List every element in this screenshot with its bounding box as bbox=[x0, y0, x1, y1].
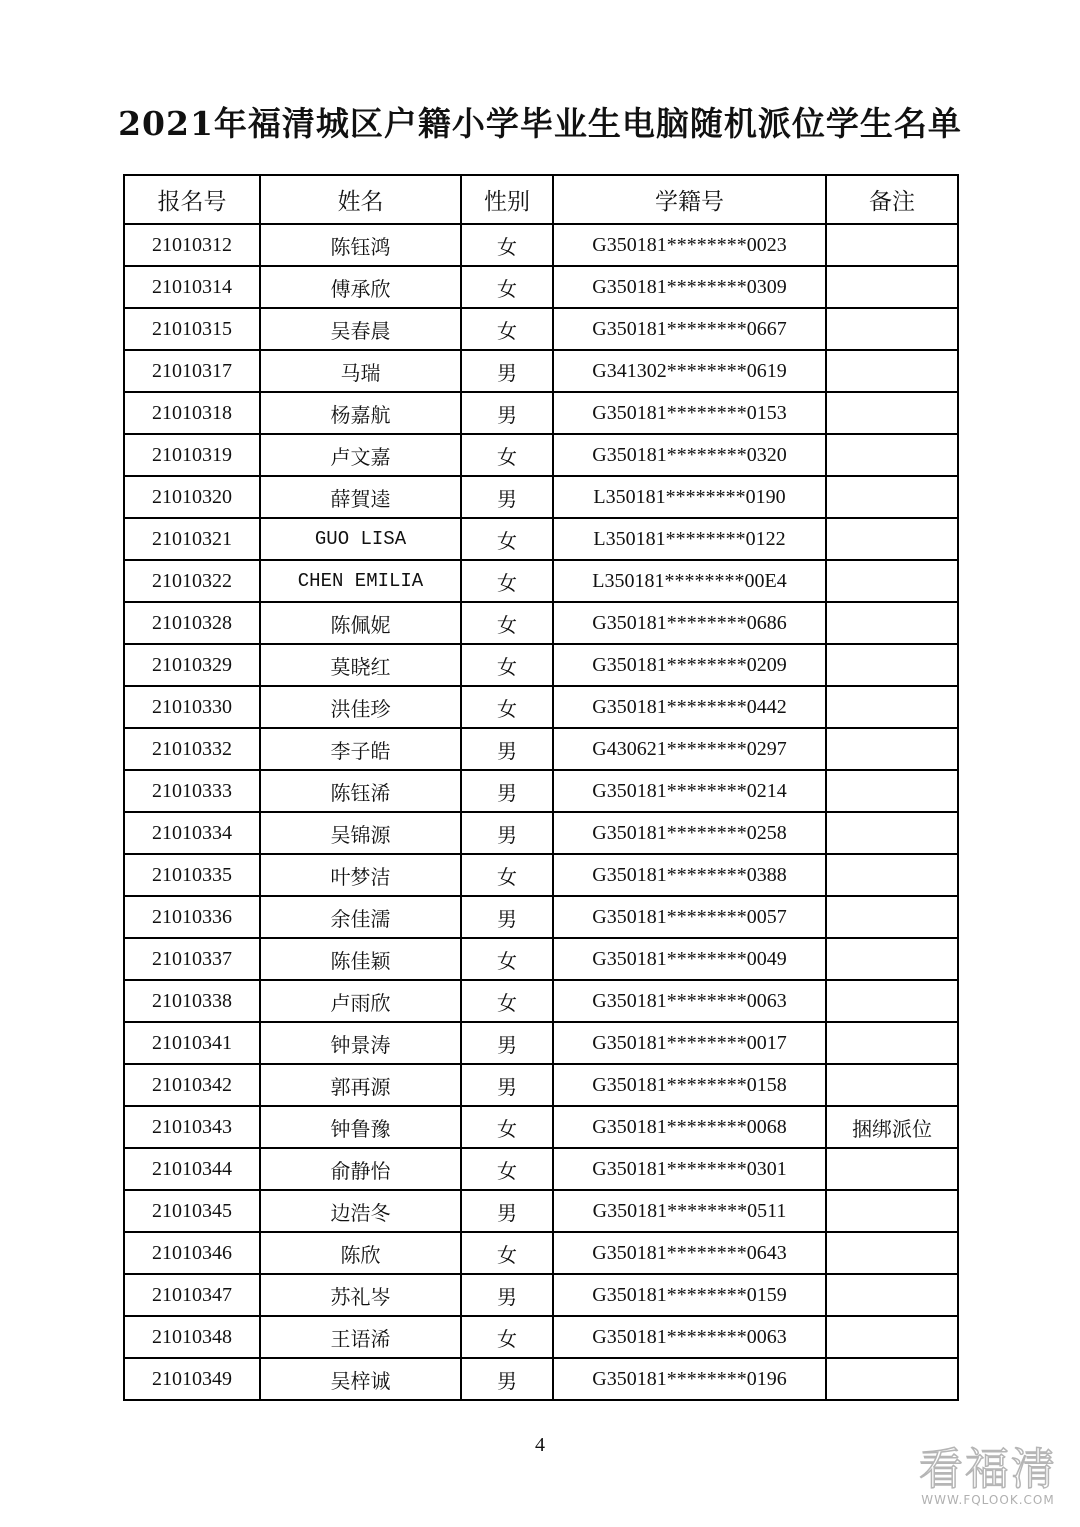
cell-note bbox=[826, 644, 958, 686]
cell-registration-number: 21010343 bbox=[124, 1106, 260, 1148]
table-row bbox=[124, 1274, 958, 1316]
cell-name: 边浩冬 bbox=[260, 1190, 461, 1232]
cell-name: 苏礼岑 bbox=[260, 1274, 461, 1316]
cell-note bbox=[826, 770, 958, 812]
table-row bbox=[124, 980, 958, 1022]
cell-registration-number: 21010330 bbox=[124, 686, 260, 728]
cell-student-number: L350181********0190 bbox=[553, 476, 826, 518]
cell-note bbox=[826, 1358, 958, 1400]
cell-student-number: G350181********0023 bbox=[553, 224, 826, 266]
table-row bbox=[124, 602, 958, 644]
cell-student-number: G350181********0442 bbox=[553, 686, 826, 728]
table-row bbox=[124, 266, 958, 308]
cell-name: 薛賀逵 bbox=[260, 476, 461, 518]
cell-name: 洪佳珍 bbox=[260, 686, 461, 728]
cell-gender: 女 bbox=[461, 938, 553, 980]
cell-gender: 男 bbox=[461, 812, 553, 854]
cell-registration-number: 21010341 bbox=[124, 1022, 260, 1064]
header-registration-number: 报名号 bbox=[124, 175, 260, 224]
table-row bbox=[124, 1190, 958, 1232]
cell-registration-number: 21010334 bbox=[124, 812, 260, 854]
cell-student-number: G350181********0309 bbox=[553, 266, 826, 308]
cell-student-number: G350181********0388 bbox=[553, 854, 826, 896]
cell-registration-number: 21010320 bbox=[124, 476, 260, 518]
cell-note bbox=[826, 980, 958, 1022]
table-row bbox=[124, 728, 958, 770]
table-row bbox=[124, 1148, 958, 1190]
header-gender: 性别 bbox=[461, 175, 553, 224]
cell-gender: 男 bbox=[461, 476, 553, 518]
cell-name: 傅承欣 bbox=[260, 266, 461, 308]
cell-gender: 女 bbox=[461, 1316, 553, 1358]
cell-gender: 女 bbox=[461, 1148, 553, 1190]
cell-note bbox=[826, 1190, 958, 1232]
table-row bbox=[124, 1064, 958, 1106]
cell-student-number: G350181********0643 bbox=[553, 1232, 826, 1274]
table-row bbox=[124, 1232, 958, 1274]
cell-gender: 男 bbox=[461, 350, 553, 392]
cell-name: 陈佳颖 bbox=[260, 938, 461, 980]
cell-gender: 男 bbox=[461, 1274, 553, 1316]
cell-registration-number: 21010315 bbox=[124, 308, 260, 350]
cell-registration-number: 21010319 bbox=[124, 434, 260, 476]
table-header-row bbox=[124, 175, 958, 224]
cell-registration-number: 21010332 bbox=[124, 728, 260, 770]
cell-note bbox=[826, 686, 958, 728]
cell-note bbox=[826, 476, 958, 518]
cell-registration-number: 21010335 bbox=[124, 854, 260, 896]
cell-student-number: G350181********0159 bbox=[553, 1274, 826, 1316]
cell-gender: 男 bbox=[461, 1190, 553, 1232]
table-row bbox=[124, 854, 958, 896]
cell-student-number: G350181********0063 bbox=[553, 1316, 826, 1358]
cell-name: 郭再源 bbox=[260, 1064, 461, 1106]
cell-note bbox=[826, 350, 958, 392]
cell-registration-number: 21010318 bbox=[124, 392, 260, 434]
cell-gender: 男 bbox=[461, 728, 553, 770]
table-row bbox=[124, 350, 958, 392]
cell-note bbox=[826, 560, 958, 602]
cell-note bbox=[826, 1148, 958, 1190]
cell-note bbox=[826, 728, 958, 770]
cell-gender: 女 bbox=[461, 1106, 553, 1148]
cell-registration-number: 21010312 bbox=[124, 224, 260, 266]
cell-name: 叶梦洁 bbox=[260, 854, 461, 896]
cell-registration-number: 21010345 bbox=[124, 1190, 260, 1232]
table-row bbox=[124, 644, 958, 686]
cell-gender: 男 bbox=[461, 896, 553, 938]
table-row bbox=[124, 560, 958, 602]
cell-registration-number: 21010328 bbox=[124, 602, 260, 644]
cell-name: 吴梓诚 bbox=[260, 1358, 461, 1400]
document-title: 2021年福清城区户籍小学毕业生电脑随机派位学生名单 bbox=[118, 104, 962, 143]
cell-registration-number: 21010346 bbox=[124, 1232, 260, 1274]
table-row bbox=[124, 1022, 958, 1064]
cell-registration-number: 21010338 bbox=[124, 980, 260, 1022]
cell-gender: 女 bbox=[461, 434, 553, 476]
cell-student-number: G341302********0619 bbox=[553, 350, 826, 392]
cell-gender: 女 bbox=[461, 644, 553, 686]
cell-student-number: G350181********0686 bbox=[553, 602, 826, 644]
cell-name: 吴锦源 bbox=[260, 812, 461, 854]
table-row bbox=[124, 518, 958, 560]
table-row bbox=[124, 938, 958, 980]
header-student-number: 学籍号 bbox=[553, 175, 826, 224]
cell-name: 李子皓 bbox=[260, 728, 461, 770]
cell-note bbox=[826, 224, 958, 266]
cell-gender: 男 bbox=[461, 770, 553, 812]
cell-name: 莫晓红 bbox=[260, 644, 461, 686]
cell-student-number: G350181********0196 bbox=[553, 1358, 826, 1400]
table-row bbox=[124, 1316, 958, 1358]
cell-note bbox=[826, 1316, 958, 1358]
header-note: 备注 bbox=[826, 175, 958, 224]
table-row bbox=[124, 476, 958, 518]
table-row bbox=[124, 1106, 958, 1148]
cell-student-number: L350181********0122 bbox=[553, 518, 826, 560]
cell-note: 捆绑派位 bbox=[826, 1106, 958, 1148]
cell-gender: 女 bbox=[461, 1232, 553, 1274]
cell-registration-number: 21010344 bbox=[124, 1148, 260, 1190]
cell-name: 卢雨欣 bbox=[260, 980, 461, 1022]
cell-note bbox=[826, 1064, 958, 1106]
cell-note bbox=[826, 812, 958, 854]
cell-student-number: G350181********0158 bbox=[553, 1064, 826, 1106]
cell-registration-number: 21010349 bbox=[124, 1358, 260, 1400]
cell-student-number: G350181********0667 bbox=[553, 308, 826, 350]
cell-student-number: G350181********0258 bbox=[553, 812, 826, 854]
table-row bbox=[124, 686, 958, 728]
table-row bbox=[124, 434, 958, 476]
cell-name: 钟鲁豫 bbox=[260, 1106, 461, 1148]
cell-student-number: G350181********0153 bbox=[553, 392, 826, 434]
cell-note bbox=[826, 434, 958, 476]
cell-note bbox=[826, 938, 958, 980]
table-row bbox=[124, 896, 958, 938]
cell-name: 陈佩妮 bbox=[260, 602, 461, 644]
cell-student-number: G430621********0297 bbox=[553, 728, 826, 770]
table-row bbox=[124, 392, 958, 434]
cell-gender: 女 bbox=[461, 980, 553, 1022]
cell-gender: 男 bbox=[461, 1358, 553, 1400]
cell-note bbox=[826, 1274, 958, 1316]
cell-registration-number: 21010348 bbox=[124, 1316, 260, 1358]
student-roster-table bbox=[123, 174, 959, 1401]
cell-registration-number: 21010347 bbox=[124, 1274, 260, 1316]
cell-name: CHEN EMILIA bbox=[260, 560, 461, 602]
table-row bbox=[124, 308, 958, 350]
cell-note bbox=[826, 266, 958, 308]
watermark-url: WWW.FQLOOK.COM bbox=[921, 1493, 1055, 1507]
cell-gender: 女 bbox=[461, 602, 553, 644]
header-name: 姓名 bbox=[260, 175, 461, 224]
cell-gender: 女 bbox=[461, 518, 553, 560]
table-row bbox=[124, 770, 958, 812]
page-number: 4 bbox=[535, 1434, 545, 1456]
cell-gender: 女 bbox=[461, 686, 553, 728]
cell-registration-number: 21010333 bbox=[124, 770, 260, 812]
cell-student-number: L350181********00E4 bbox=[553, 560, 826, 602]
cell-gender: 女 bbox=[461, 854, 553, 896]
table-row bbox=[124, 1358, 958, 1400]
cell-note bbox=[826, 392, 958, 434]
cell-name: 钟景涛 bbox=[260, 1022, 461, 1064]
cell-registration-number: 21010337 bbox=[124, 938, 260, 980]
cell-name: 陈钰鸿 bbox=[260, 224, 461, 266]
cell-gender: 女 bbox=[461, 560, 553, 602]
cell-gender: 男 bbox=[461, 1022, 553, 1064]
cell-student-number: G350181********0063 bbox=[553, 980, 826, 1022]
cell-student-number: G350181********0049 bbox=[553, 938, 826, 980]
cell-name: 余佳濡 bbox=[260, 896, 461, 938]
cell-registration-number: 21010329 bbox=[124, 644, 260, 686]
cell-name: 陈钰浠 bbox=[260, 770, 461, 812]
cell-note bbox=[826, 896, 958, 938]
cell-student-number: G350181********0017 bbox=[553, 1022, 826, 1064]
cell-gender: 女 bbox=[461, 266, 553, 308]
cell-student-number: G350181********0057 bbox=[553, 896, 826, 938]
table-body bbox=[124, 224, 958, 1400]
cell-note bbox=[826, 602, 958, 644]
site-watermark bbox=[918, 1444, 1058, 1507]
cell-registration-number: 21010322 bbox=[124, 560, 260, 602]
cell-student-number: G350181********0209 bbox=[553, 644, 826, 686]
cell-name: 吴春晨 bbox=[260, 308, 461, 350]
cell-name: GUO LISA bbox=[260, 518, 461, 560]
cell-name: 卢文嘉 bbox=[260, 434, 461, 476]
cell-registration-number: 21010314 bbox=[124, 266, 260, 308]
cell-note bbox=[826, 308, 958, 350]
cell-note bbox=[826, 854, 958, 896]
cell-name: 俞静怡 bbox=[260, 1148, 461, 1190]
cell-note bbox=[826, 1232, 958, 1274]
watermark-logo-text: 看福清 bbox=[919, 1444, 1057, 1495]
cell-note bbox=[826, 1022, 958, 1064]
cell-name: 杨嘉航 bbox=[260, 392, 461, 434]
table-row bbox=[124, 812, 958, 854]
cell-registration-number: 21010336 bbox=[124, 896, 260, 938]
cell-student-number: G350181********0068 bbox=[553, 1106, 826, 1148]
cell-gender: 女 bbox=[461, 224, 553, 266]
cell-name: 陈欣 bbox=[260, 1232, 461, 1274]
cell-gender: 女 bbox=[461, 308, 553, 350]
table-row bbox=[124, 224, 958, 266]
cell-registration-number: 21010321 bbox=[124, 518, 260, 560]
cell-student-number: G350181********0511 bbox=[553, 1190, 826, 1232]
cell-registration-number: 21010317 bbox=[124, 350, 260, 392]
cell-gender: 男 bbox=[461, 392, 553, 434]
cell-registration-number: 21010342 bbox=[124, 1064, 260, 1106]
cell-note bbox=[826, 518, 958, 560]
cell-name: 马瑞 bbox=[260, 350, 461, 392]
cell-name: 王语浠 bbox=[260, 1316, 461, 1358]
cell-student-number: G350181********0214 bbox=[553, 770, 826, 812]
cell-gender: 男 bbox=[461, 1064, 553, 1106]
cell-student-number: G350181********0320 bbox=[553, 434, 826, 476]
cell-student-number: G350181********0301 bbox=[553, 1148, 826, 1190]
